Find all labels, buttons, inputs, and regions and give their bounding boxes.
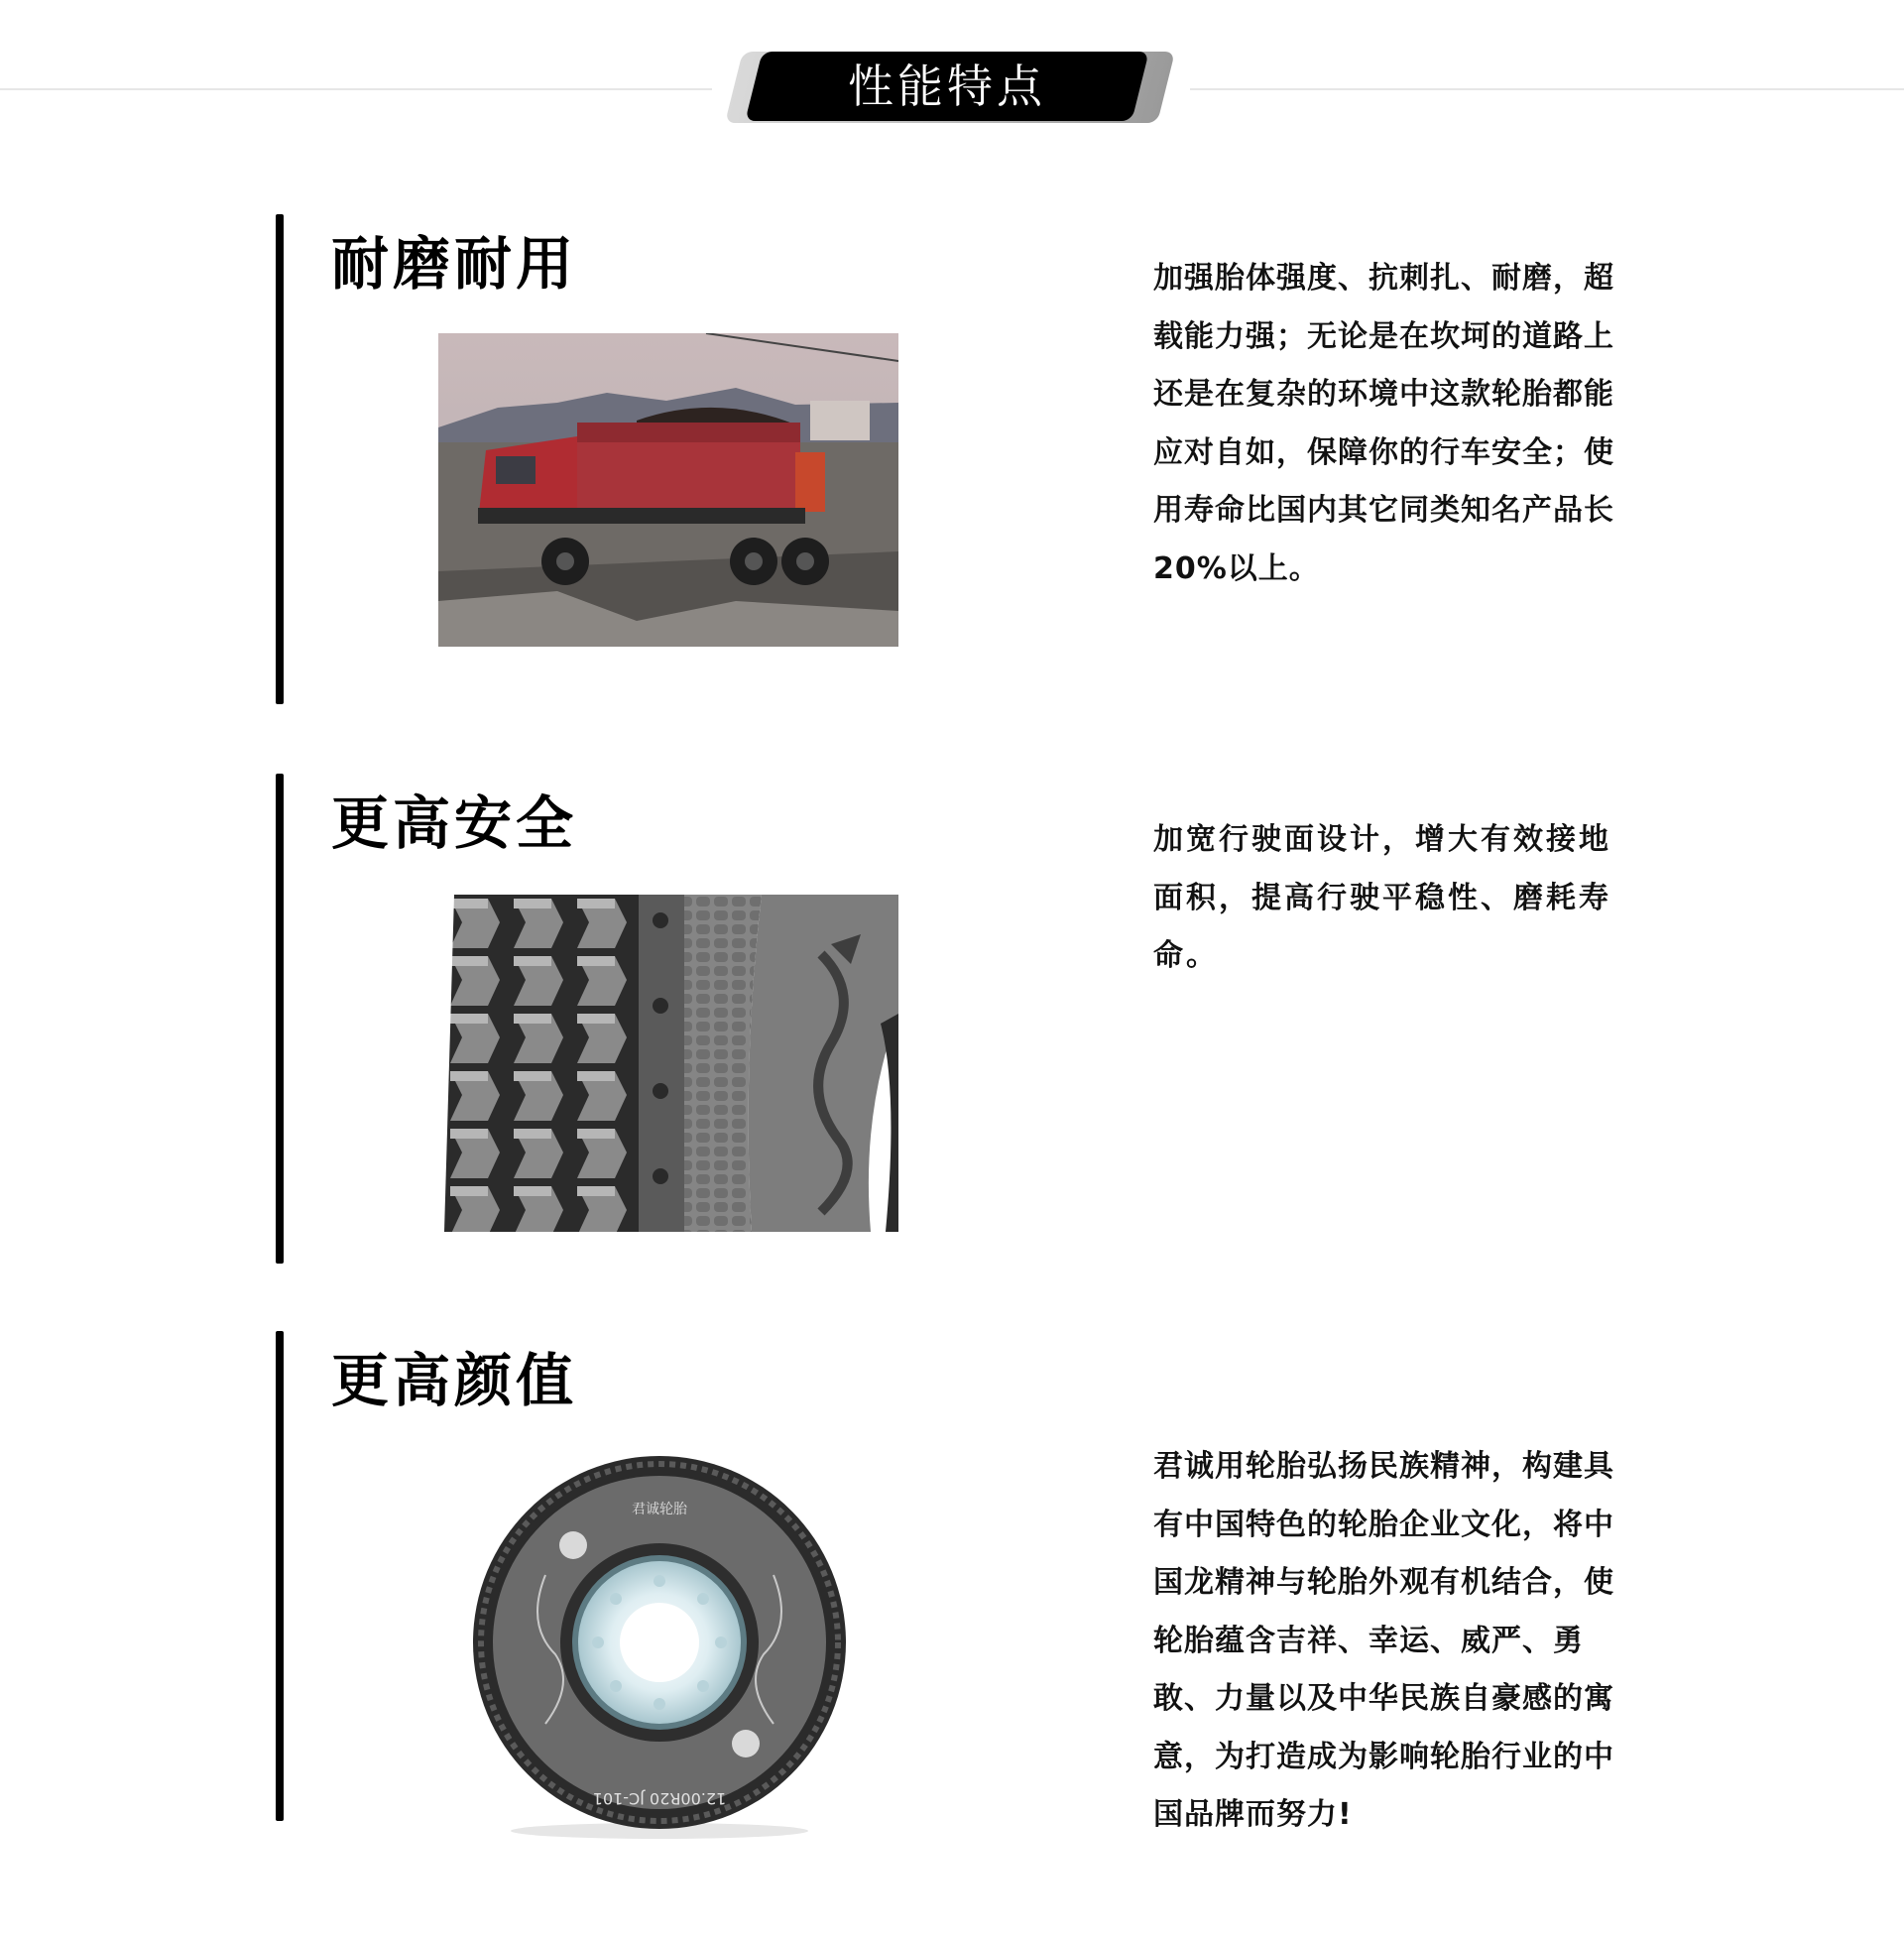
section-title: 耐磨耐用 bbox=[331, 230, 578, 298]
section-accent-bar bbox=[276, 1331, 284, 1821]
tire-size-text: 12.00R20 JC-101 bbox=[592, 1789, 727, 1808]
feature-section-safety bbox=[0, 774, 1904, 1270]
section-title: 更高安全 bbox=[331, 789, 578, 857]
feature-section-appearance bbox=[0, 1331, 1904, 1832]
header-divider-right bbox=[1190, 88, 1904, 90]
section-accent-bar bbox=[276, 214, 284, 704]
section-header bbox=[734, 52, 1166, 123]
header-divider-left bbox=[0, 88, 712, 90]
section-accent-bar bbox=[276, 774, 284, 1264]
section-title: 更高颜值 bbox=[331, 1347, 578, 1414]
tire-logo-text: 君诚轮胎 bbox=[632, 1502, 687, 1517]
page-title: 性能特点 bbox=[848, 60, 1046, 113]
section-description: 加强胎体强度、抗刺扎、耐磨，超载能力强；无论是在坎坷的道路上还是在复杂的环境中这款轮胎都能应对自如，保障你的行车安全；使用寿命比国内其它同类知名产品长20%以上。 bbox=[1153, 261, 1614, 586]
tire-full-photo bbox=[466, 1456, 853, 1843]
section-description: 君诚用轮胎弘扬民族精神，构建具有中国特色的轮胎企业文化，将中国龙精神与轮胎外观有机结合，使轮胎蕴含吉祥、幸运、威严、勇敢、力量以及中华民族自豪感的寓意，为打造成为影响轮胎行业的中国品牌而努力! bbox=[1153, 1449, 1614, 1832]
tire-tread-dragon-photo bbox=[444, 895, 898, 1232]
feature-section-wear bbox=[0, 214, 1904, 710]
dump-truck-photo bbox=[438, 333, 898, 647]
section-description: 加宽行驶面设计，增大有效接地面积，提高行驶平稳性、磨耗寿命。 bbox=[1153, 822, 1611, 973]
